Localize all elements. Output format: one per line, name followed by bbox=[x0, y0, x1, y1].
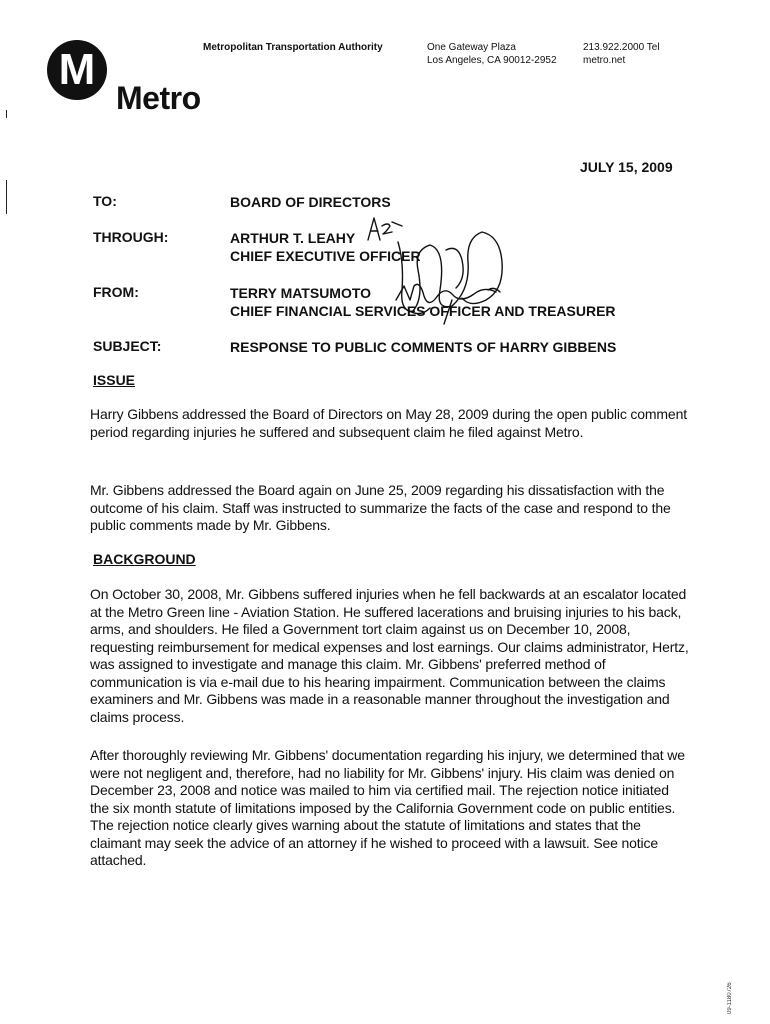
from-title: CHIEF FINANCIAL SERVICES OFFICER AND TREASURER bbox=[230, 303, 616, 319]
bates-number: 09-1180726 bbox=[727, 982, 733, 1014]
issue-paragraph-2: Mr. Gibbens addressed the Board again on June 25, 2009 regarding his dissatisfaction with the outcome of his claim. Staff was instructed to summarize the facts of the case and respond to the public comments made by Mr. Gibbens. bbox=[90, 482, 671, 533]
subject-label: SUBJECT: bbox=[93, 338, 162, 354]
background-paragraph-2: After thoroughly reviewing Mr. Gibbens' documentation regarding his injury, we determined that we were not negligent and, therefore, had no liability for Mr. Gibbens' injury. His claim was denied on December 23, 2008 and notice was mailed to him via certified mail. The rejection notice initiated the six month statute of limitations imposed by the California Government code on public entities. The rejection notice clearly gives warning about the statute of limitations and states that the claimant may seek the advice of an attorney if he wished to proceed with a lawsuit. See notice attached. bbox=[90, 747, 685, 868]
address-line-1: One Gateway Plaza bbox=[427, 42, 516, 53]
address-line-2: Los Angeles, CA 90012-2952 bbox=[427, 55, 557, 66]
background-heading: BACKGROUND bbox=[93, 551, 196, 567]
phone-number: 213.922.2000 Tel bbox=[583, 42, 660, 53]
address-block bbox=[427, 41, 557, 67]
through-value bbox=[230, 229, 421, 265]
memo-through-row bbox=[0, 229, 770, 269]
website: metro.net bbox=[583, 55, 626, 66]
logo-letter: M bbox=[58, 45, 96, 94]
contact-block bbox=[583, 41, 660, 67]
through-title: CHIEF EXECUTIVE OFFICER bbox=[230, 248, 421, 264]
metro-logo bbox=[47, 40, 107, 100]
subject-value: RESPONSE TO PUBLIC COMMENTS OF HARRY GIBBENS bbox=[230, 339, 617, 355]
from-label: FROM: bbox=[93, 284, 139, 300]
through-name: ARTHUR T. LEAHY bbox=[230, 230, 356, 246]
to-value: BOARD OF DIRECTORS bbox=[230, 194, 391, 210]
from-value bbox=[230, 284, 616, 320]
scan-artifact-line bbox=[6, 180, 7, 214]
background-paragraph-1: On October 30, 2008, Mr. Gibbens suffered injuries when he fell backwards at an escalator located at the Metro Green line - Aviation Station. He suffered lacerations and bruising injuries to his back, arms, and shoulders. He filed a Government tort claim against us on December 10, 2008, requesting reimbursement for medical expenses and lost earnings. Our claims administrator, Hertz, was assigned to investigate and manage this claim. Mr. Gibbens' preferred method of communication is via e-mail due to his hearing impairment. Communication between the claims examiners and Mr. Gibbens was made in a reasonable manner throughout the investigation and claims process. bbox=[90, 586, 689, 725]
memo-date: JULY 15, 2009 bbox=[580, 159, 673, 175]
memo-from-row bbox=[0, 284, 770, 324]
through-label: THROUGH: bbox=[93, 229, 169, 245]
memo-to-row bbox=[0, 193, 770, 233]
issue-paragraph-1: Harry Gibbens addressed the Board of Directors on May 28, 2009 during the open public comment period regarding injuries he suffered and subsequent claim he filed against Metro. bbox=[90, 406, 687, 440]
scan-artifact-dot bbox=[6, 110, 7, 118]
brand-wordmark: Metro bbox=[116, 80, 201, 116]
issue-heading: ISSUE bbox=[93, 372, 136, 388]
from-name: TERRY MATSUMOTO bbox=[230, 285, 372, 301]
organization-name: Metropolitan Transportation Authority bbox=[203, 42, 383, 53]
to-label: TO: bbox=[93, 193, 117, 209]
